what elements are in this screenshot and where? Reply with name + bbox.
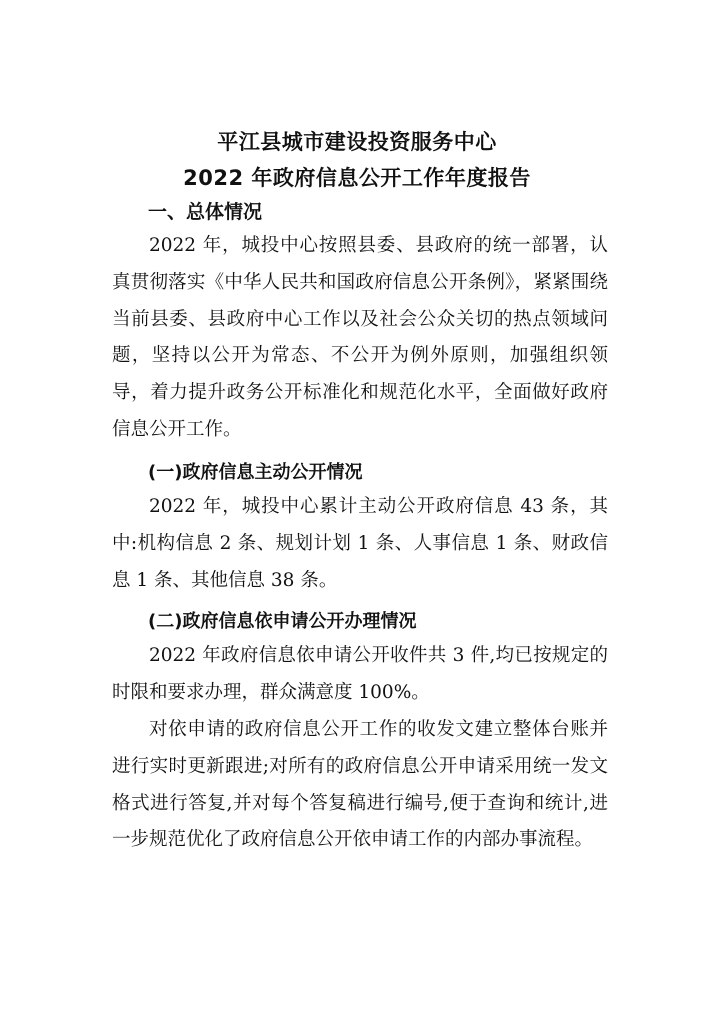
subsection-heading-proactive-disclosure: (一)政府信息主动公开情况 [148, 462, 363, 483]
proactive-disclosure-paragraph: 2022 年，城投中心累计主动公开政府信息 43 条，其中:机构信息 2 条、规划计划 1 条、人事信息 1 条、财政信息 1 条、其他信息 38 条。 [112, 496, 608, 591]
document-title-line1: 平江县城市建设投资服务中心 [217, 130, 497, 154]
document-title-line2: 2022 年政府信息公开工作年度报告 [183, 166, 531, 190]
overview-paragraph: 2022 年，城投中心按照县委、县政府的统一部署，认真贯彻落实《中华人民共和国政府信息公开条例》，紧紧围绕当前县委、县政府中心工作以及社会公众关切的热点领域问题，坚持以公开为常态、不公开为例外原则，加强组织领导，着力提升政务公开标准化和规范化水平，全面做好政府信息公开工作。 [112, 235, 608, 440]
subsection-heading-request-disclosure: (二)政府信息依申请公开办理情况 [148, 611, 417, 632]
request-disclosure-paragraph-1: 2022 年政府信息依申请公开收件共 3 件,均已按规定的时限和要求办理，群众满意度 100%。 [112, 645, 608, 703]
request-disclosure-paragraph-2: 对依申请的政府信息公开工作的收发文建立整体台账并进行实时更新跟进;对所有的政府信息公开申请采用统一发文格式进行答复,并对每个答复稿进行编号,便于查询和统计,进一步规范优化了政府信息公开依申请工作的内部办事流程。 [112, 719, 608, 851]
section-heading-overview: 一、总体情况 [148, 201, 263, 223]
